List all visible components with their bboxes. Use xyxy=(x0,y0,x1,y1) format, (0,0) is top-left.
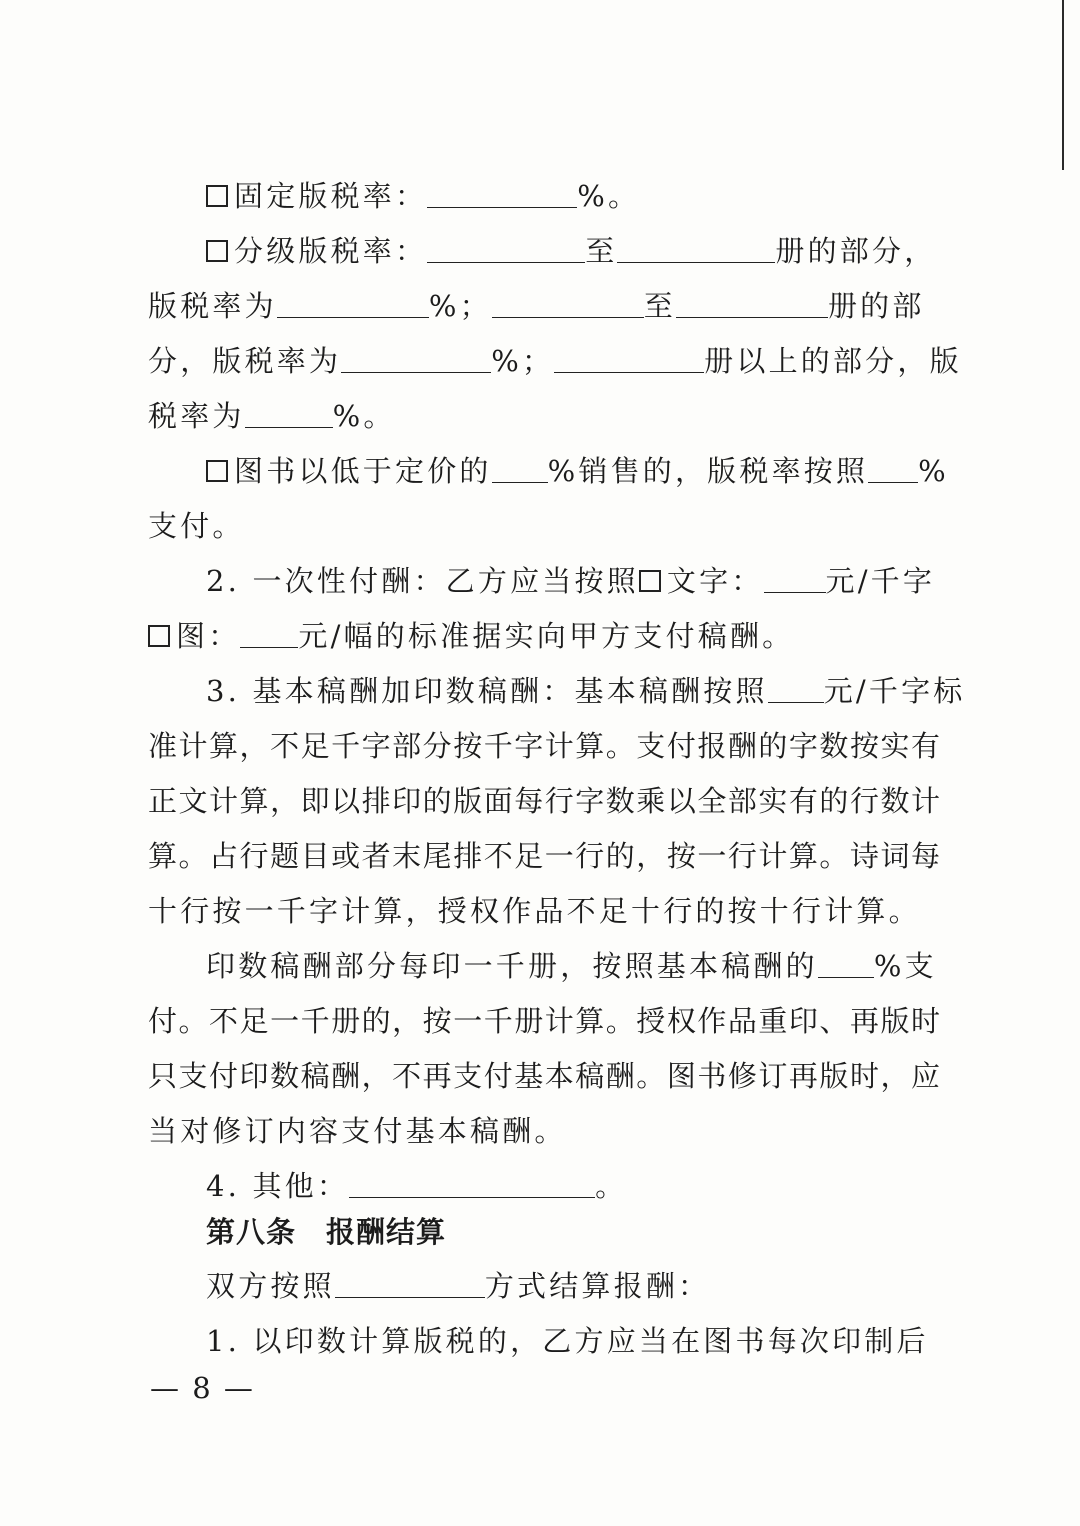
other-blank[interactable] xyxy=(349,1169,595,1198)
page-number: — 8 — xyxy=(150,1371,255,1405)
scan-edge-line xyxy=(1062,0,1064,170)
tier1-rate-blank[interactable] xyxy=(277,289,429,318)
tier2-rate-blank[interactable] xyxy=(341,344,491,373)
basic-fee-line: 3. 基本稿酬加印数稿酬：基本稿酬按照 元/千字标 xyxy=(206,674,966,708)
paragraph-line: 支付。 xyxy=(148,509,245,543)
settlement-method-blank[interactable] xyxy=(335,1269,485,1298)
text-fee-blank[interactable] xyxy=(764,564,826,593)
image-fee-checkbox[interactable] xyxy=(148,625,170,647)
paragraph-line: 准计算，不足千字部分按千字计算。支付报酬的字数按实有 xyxy=(148,729,940,763)
paragraph-line: 1. 以印数计算版税的，乙方应当在图书每次印制后 xyxy=(206,1324,929,1358)
tiered-royalty-checkbox[interactable] xyxy=(206,240,228,262)
lump-sum-line-2: 图： 元/幅的标准据实向甲方支付稿酬。 xyxy=(148,616,940,656)
discount-percent-blank[interactable] xyxy=(492,454,548,483)
text-fee-checkbox[interactable] xyxy=(639,570,661,592)
article-heading: 第八条 报酬结算 xyxy=(206,1215,447,1249)
tier1-start-blank[interactable] xyxy=(427,234,585,263)
basic-fee-blank[interactable] xyxy=(768,674,824,703)
tier3-start-blank[interactable] xyxy=(554,344,704,373)
paragraph-line: 正文计算，即以排印的版面每行字数乘以全部实有的行数计 xyxy=(148,784,940,818)
tiered-royalty-line-3: 分，版税率为 %； 册以上的部分，版 xyxy=(148,344,962,378)
other-line: 4. 其他： 。 xyxy=(206,1169,628,1203)
tier3-rate-blank[interactable] xyxy=(245,399,333,428)
discount-rate-blank[interactable] xyxy=(868,454,918,483)
print-fee-blank[interactable] xyxy=(818,949,874,978)
fixed-royalty-checkbox[interactable] xyxy=(206,185,228,207)
fixed-royalty-line: 固定版税率： %。 xyxy=(148,176,940,216)
discount-royalty-line: 图书以低于定价的 %销售的，版税率按照 % xyxy=(148,451,940,491)
tier2-end-blank[interactable] xyxy=(676,289,828,318)
print-fee-line: 印数稿酬部分每印一千册，按照基本稿酬的 %支 xyxy=(206,949,937,983)
image-fee-blank[interactable] xyxy=(240,619,298,648)
paragraph-line: 十行按一千字计算，授权作品不足十行的按十行计算。 xyxy=(148,894,921,928)
fixed-royalty-blank[interactable] xyxy=(427,179,577,208)
paragraph-line: 只支付印数稿酬，不再支付基本稿酬。图书修订再版时，应 xyxy=(148,1059,940,1093)
tiered-royalty-line-2: 版税率为 %； 至 册的部 xyxy=(148,289,925,323)
lump-sum-line: 2. 一次性付酬：乙方应当按照 文字： 元/千字 xyxy=(206,564,936,598)
paragraph-line: 算。占行题目或者末尾排不足一行的，按一行计算。诗词每 xyxy=(148,839,940,873)
tiered-royalty-line: 分级版税率： 至 册的部分， xyxy=(148,231,940,271)
paragraph-line: 付。不足一千册的，按一千册计算。授权作品重印、再版时 xyxy=(148,1004,940,1038)
tier1-end-blank[interactable] xyxy=(617,234,775,263)
paragraph-line: 当对修订内容支付基本稿酬。 xyxy=(148,1114,567,1148)
tier2-start-blank[interactable] xyxy=(492,289,644,318)
tiered-royalty-line-4: 税率为 %。 xyxy=(148,399,396,433)
settlement-line: 双方按照 方式结算报酬： xyxy=(206,1269,711,1303)
discount-royalty-checkbox[interactable] xyxy=(206,460,228,482)
